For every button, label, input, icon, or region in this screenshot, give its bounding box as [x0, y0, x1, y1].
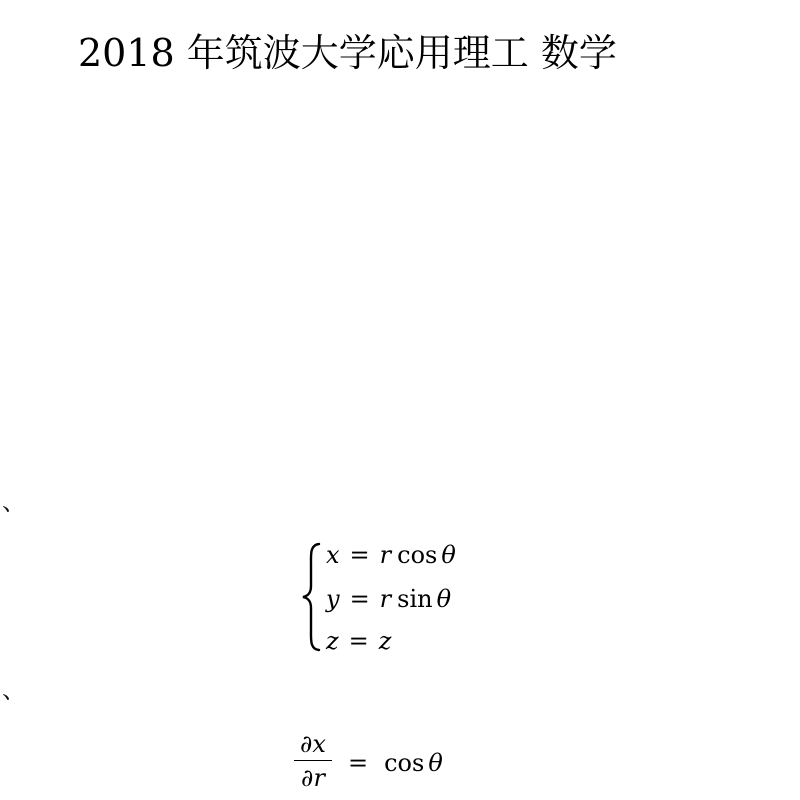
- fraction-denominator: ∂r: [301, 764, 325, 793]
- coordinate-equation-system: [300, 538, 520, 658]
- argument: z: [378, 627, 392, 655]
- coefficient: r: [379, 541, 392, 569]
- argument: θ: [428, 749, 443, 777]
- derivative-rhs: [338, 748, 443, 778]
- argument: θ: [441, 541, 456, 569]
- argument: θ: [436, 585, 452, 613]
- equals-sign: =: [348, 627, 369, 655]
- lhs-variable: y: [326, 585, 340, 613]
- function-name: cos: [397, 541, 438, 569]
- equation-row-z: [326, 626, 391, 656]
- partial-derivative-equation: [294, 730, 494, 796]
- equation-row-y: [326, 584, 451, 614]
- fraction-bar: [294, 760, 332, 761]
- lhs-variable: z: [326, 627, 339, 655]
- equals-sign: =: [349, 541, 370, 569]
- section-mark-2: 、: [2, 676, 26, 704]
- function-name: cos: [384, 749, 425, 777]
- fraction: [294, 730, 332, 792]
- fraction-numerator: ∂x: [300, 730, 326, 758]
- equation-row-x: [326, 540, 456, 570]
- function-name: sin: [397, 585, 433, 613]
- equals-sign: =: [349, 585, 370, 613]
- left-brace: [300, 542, 324, 652]
- lhs-variable: x: [326, 541, 340, 569]
- coefficient: r: [379, 585, 392, 613]
- page-title: 2018 年筑波大学応用理工 数学: [78, 31, 617, 75]
- section-mark-1: 、: [2, 488, 26, 516]
- equals-sign: =: [348, 749, 369, 777]
